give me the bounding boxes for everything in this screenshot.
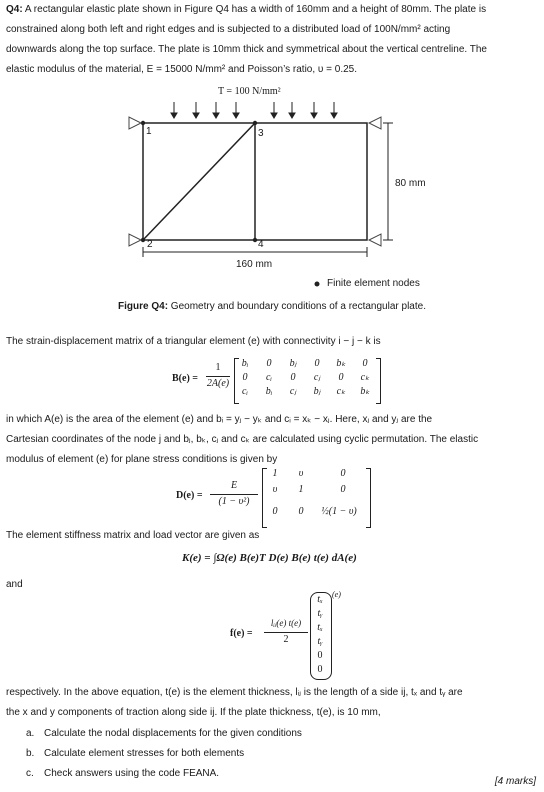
f-superscript: (e): [332, 590, 341, 599]
intro-line-2: constrained along both left and right edges and is subjected to a distributed load of 100N/mm² acting: [6, 24, 451, 35]
k-equation: K(e) = ∫Ω(e) B(e)T D(e) B(e) t(e) dA(e): [182, 552, 357, 564]
width-dimension: [143, 247, 367, 257]
b-lhs: B(e) =: [172, 373, 198, 384]
node-label-1: 1: [146, 126, 152, 137]
resp-text: respectively. In the above equation, t(e) is the element thickness, lᵢⱼ is the length of a side ij, tₓ and tᵧ are the x and y components of traction along side ij. If the plate thickness, t(e), is 10 mm,: [6, 687, 463, 718]
b-matrix-equation: B(e) = 1 2A(e) bᵢ 0 bⱼ 0 bₖ 0 0 cᵢ 0 cⱼ 0 cₖ cᵢ bᵢ cⱼ bⱼ cₖ bₖ: [172, 356, 392, 404]
intro-line-3: downwards along the top surface. The plate is 10mm thick and symmetrical about the vertical centreline. The: [6, 44, 487, 55]
load-label: T = 100 N/mm²: [218, 86, 281, 97]
node-label-2: 2: [147, 239, 153, 250]
d-lhs: D(e) =: [176, 490, 203, 501]
strain-disp-text: The strain-displacement matrix of a triangular element (e) with connectivity i − j − k is: [6, 336, 381, 347]
plate-outline: [143, 123, 367, 240]
task-list: [26, 724, 302, 784]
figure-caption: Figure Q4: Geometry and boundary conditions of a rectangular plate.: [118, 301, 426, 312]
marks-label: [4 marks]: [494, 776, 536, 787]
f-lhs: f(e) =: [230, 628, 253, 639]
node-label-4: 4: [258, 239, 264, 250]
question-label: Q4:: [6, 4, 23, 15]
height-dimension: [383, 123, 393, 240]
node-label-3: 3: [258, 128, 264, 139]
task-a: a. Calculate the nodal displacements for the given conditions: [26, 728, 302, 739]
after-b-text: in which A(e) is the area of the element (e) and bᵢ = yⱼ − yₖ and cᵢ = xₖ − xⱼ. Here, xⱼ and yⱼ are the Cartesian coordinates of the node j and bⱼ, bₖ, cⱼ and cₖ are calculated using cyclic permutation. The elastic modulus of element (e) for plane stress conditions is given by: [6, 414, 479, 465]
b-frac-num: 1: [215, 362, 221, 373]
load-arrows: [171, 102, 337, 118]
f-vector-equation: f(e) = lᵢⱼ(e) t(e) 2 tₓ tᵧ tₓ tᵧ 0 0 (e): [230, 592, 340, 682]
intro-line-4: elastic modulus of the material, E = 15000 N/mm² and Poisson’s ratio, υ = 0.25.: [6, 64, 358, 75]
height-label: 80 mm: [395, 178, 426, 189]
legend-label: Finite element nodes: [327, 278, 420, 289]
stiffness-text: The element stiffness matrix and load vector are given as: [6, 530, 260, 541]
b-frac-den: 2A(e): [206, 378, 230, 389]
question-intro: [6, 0, 538, 80]
task-b: b. Calculate element stresses for both elements: [26, 748, 245, 759]
f-frac-den: 2: [283, 634, 289, 645]
intro-line-1: Q4: A rectangular elastic plate shown in Figure Q4 has a width of 160mm and a height of 80mm. The plate is: [6, 4, 487, 15]
plate-diagram: [0, 84, 544, 316]
d-frac-den: (1 − υ²): [218, 496, 250, 507]
d-matrix-equation: D(e) = E (1 − υ²) 1 υ 0 υ 1 0 0 0 ½(1 − υ): [176, 466, 386, 528]
width-label: 160 mm: [236, 259, 273, 270]
and-text: and: [6, 579, 23, 590]
figure-q4: [0, 84, 544, 316]
task-c: c. Check answers using the code FEANA.: [26, 768, 220, 779]
d-frac-num: E: [230, 480, 238, 491]
legend-dot: [315, 282, 320, 287]
f-frac-num: lᵢⱼ(e) t(e): [270, 618, 302, 628]
